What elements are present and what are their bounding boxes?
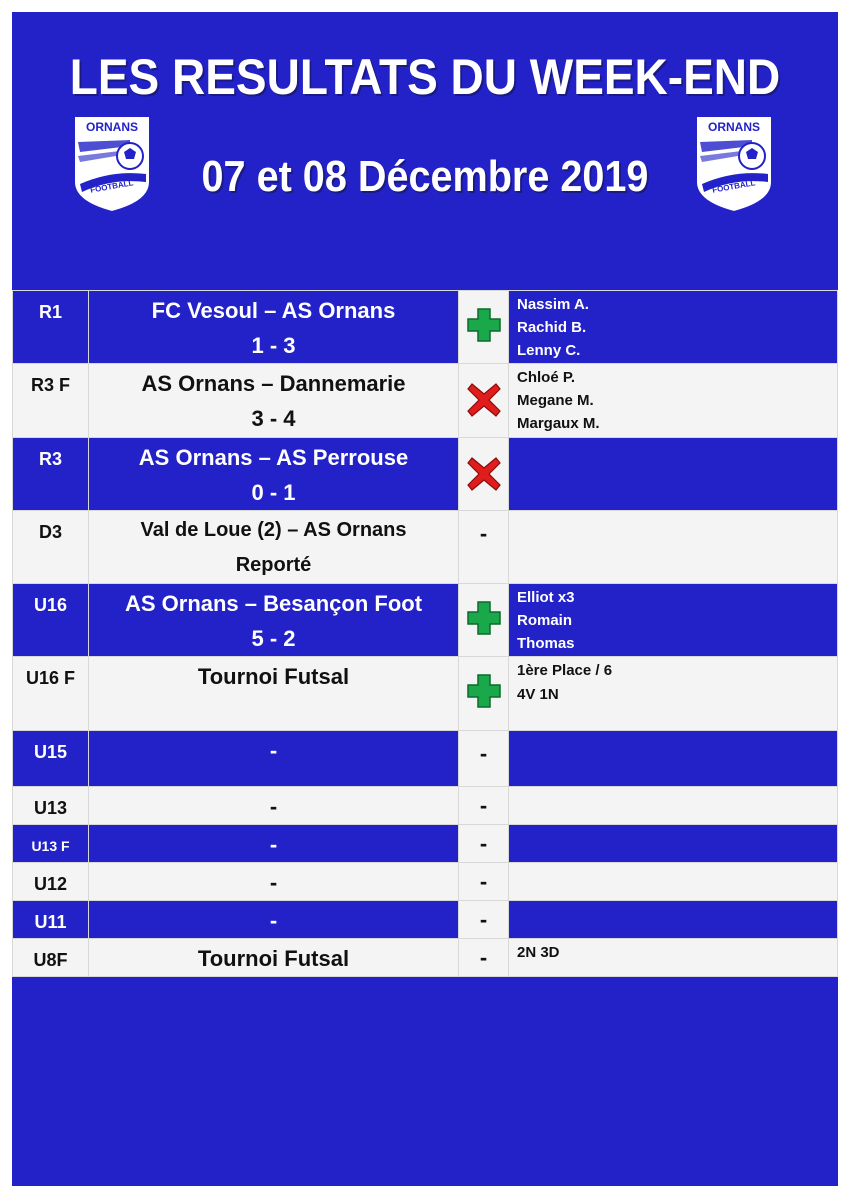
match-score: Reporté <box>235 554 312 576</box>
match-teams: - <box>269 870 278 895</box>
match-teams: AS Ornans – Dannemarie <box>141 371 406 396</box>
match-cell <box>89 584 459 657</box>
category-cell: D3 <box>13 511 89 584</box>
table-row <box>13 787 838 825</box>
table-row <box>13 657 838 731</box>
table-row <box>13 939 838 977</box>
table-row <box>13 863 838 901</box>
category-cell: U13 F <box>13 825 89 863</box>
category-cell: U11 <box>13 901 89 939</box>
match-score: 0 - 1 <box>251 480 296 505</box>
match-cell <box>89 438 459 511</box>
club-logo <box>70 112 154 216</box>
details-line: Rachid B. <box>517 319 587 336</box>
category-cell: U15 <box>13 731 89 787</box>
result-dash: - <box>479 793 488 818</box>
result-dash: - <box>479 521 488 546</box>
loss-cross-icon <box>464 380 504 420</box>
details-cell <box>509 939 838 977</box>
logo-text: ORNANS <box>85 120 138 134</box>
details-line: 2N 3D <box>517 944 560 961</box>
table-row <box>13 364 838 438</box>
table-row <box>13 291 838 364</box>
table-row <box>13 438 838 511</box>
results-table <box>12 290 838 977</box>
table-row <box>13 825 838 863</box>
match-teams: Tournoi Futsal <box>197 664 350 689</box>
details-line: 1ère Place / 6 <box>517 662 613 679</box>
details-cell <box>509 657 838 731</box>
result-dash: - <box>479 831 488 856</box>
result-cell <box>459 657 509 731</box>
match-cell <box>89 511 459 584</box>
category-cell: U12 <box>13 863 89 901</box>
details-cell <box>509 291 838 364</box>
details-cell <box>509 511 838 584</box>
table-row <box>13 731 838 787</box>
table-row <box>13 511 838 584</box>
match-teams: - <box>269 738 278 763</box>
match-cell <box>89 787 459 825</box>
match-cell <box>89 901 459 939</box>
page-title: LES RESULTATS DU WEEK-END <box>69 49 781 105</box>
win-plus-icon <box>464 598 504 638</box>
logo-text: ORNANS <box>707 120 760 134</box>
match-cell <box>89 364 459 438</box>
details-line: Thomas <box>517 635 575 652</box>
match-cell <box>89 657 459 731</box>
result-cell <box>459 901 509 939</box>
poster <box>12 12 838 1186</box>
table-row <box>13 901 838 939</box>
category-cell: U16 <box>13 584 89 657</box>
header <box>12 12 838 290</box>
win-plus-icon <box>464 305 504 345</box>
details-cell <box>509 731 838 787</box>
result-cell <box>459 438 509 511</box>
result-cell <box>459 291 509 364</box>
match-cell <box>89 731 459 787</box>
match-cell <box>89 939 459 977</box>
result-cell <box>459 731 509 787</box>
match-teams: AS Ornans – Besançon Foot <box>124 591 423 616</box>
match-cell <box>89 825 459 863</box>
details-line: Margaux M. <box>517 415 600 432</box>
logo-subtext: FOOTBALL <box>711 178 756 195</box>
match-cell <box>89 863 459 901</box>
result-cell <box>459 939 509 977</box>
match-score: 3 - 4 <box>251 406 296 431</box>
category-cell: R1 <box>13 291 89 364</box>
win-plus-icon <box>464 671 504 711</box>
result-dash: - <box>479 869 488 894</box>
details-cell <box>509 787 838 825</box>
result-cell <box>459 825 509 863</box>
result-dash: - <box>479 907 488 932</box>
category-cell: U8F <box>13 939 89 977</box>
page-subtitle: 07 et 08 Décembre 2019 <box>201 152 649 201</box>
loss-cross-icon <box>464 454 504 494</box>
details-cell <box>509 825 838 863</box>
details-cell <box>509 364 838 438</box>
table-row <box>13 584 838 657</box>
details-cell <box>509 438 838 511</box>
match-teams: AS Ornans – AS Perrouse <box>138 445 409 470</box>
details-line: Chloé P. <box>517 369 576 386</box>
match-score: 1 - 3 <box>251 333 296 358</box>
match-teams: - <box>269 794 278 819</box>
category-cell: R3 <box>13 438 89 511</box>
club-logo-right <box>692 112 776 216</box>
result-cell <box>459 511 509 584</box>
result-dash: - <box>479 945 488 970</box>
match-teams: Tournoi Futsal <box>197 946 350 971</box>
match-teams: - <box>269 832 278 857</box>
details-line: Elliot x3 <box>517 589 575 606</box>
match-score: 5 - 2 <box>251 626 296 651</box>
details-line: Nassim A. <box>517 296 589 313</box>
match-cell <box>89 291 459 364</box>
details-line: Romain <box>517 612 573 629</box>
match-teams: FC Vesoul – AS Ornans <box>151 298 396 323</box>
match-teams: Val de Loue (2) – AS Ornans <box>140 519 407 541</box>
category-cell: U13 <box>13 787 89 825</box>
details-line: 4V 1N <box>517 686 559 703</box>
logo-subtext: FOOTBALL <box>89 178 134 195</box>
result-cell <box>459 863 509 901</box>
category-cell: R3 F <box>13 364 89 438</box>
details-cell <box>509 584 838 657</box>
result-cell <box>459 584 509 657</box>
result-cell <box>459 787 509 825</box>
details-cell <box>509 901 838 939</box>
details-line: Lenny C. <box>517 342 581 359</box>
category-cell: U16 F <box>13 657 89 731</box>
match-teams: - <box>269 908 278 933</box>
result-cell <box>459 364 509 438</box>
details-cell <box>509 863 838 901</box>
details-line: Megane M. <box>517 392 594 409</box>
result-dash: - <box>479 741 488 766</box>
